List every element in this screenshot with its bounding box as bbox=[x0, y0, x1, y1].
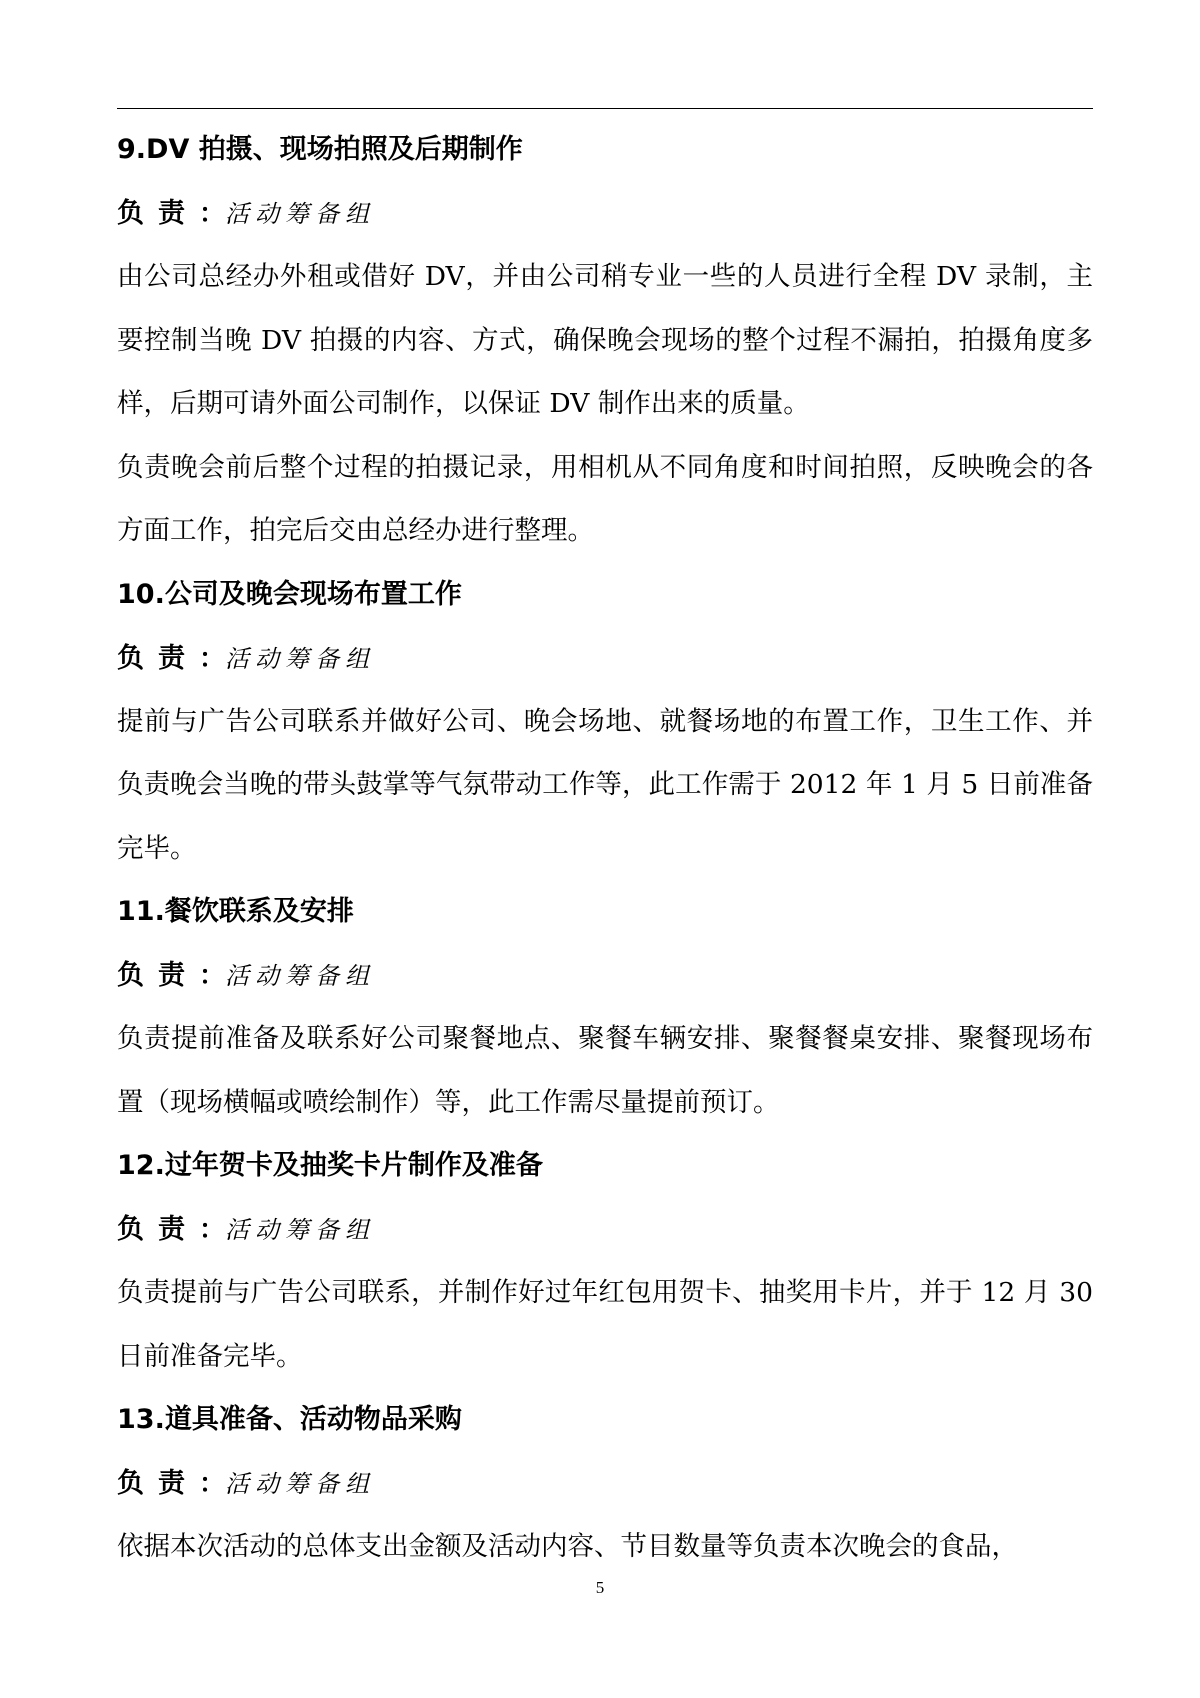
responsibility-line bbox=[117, 627, 1093, 690]
responsibility-value: 活动筹备组 bbox=[225, 644, 376, 673]
responsibility-label: 负责 bbox=[117, 1214, 199, 1245]
header-rule bbox=[117, 108, 1093, 109]
section-11 bbox=[117, 880, 1093, 1134]
responsibility-colon: ： bbox=[199, 961, 226, 991]
responsibility-colon: ： bbox=[199, 199, 226, 229]
responsibility-label: 负责 bbox=[117, 1468, 199, 1499]
section-12 bbox=[117, 1134, 1093, 1388]
page-number: 5 bbox=[595, 1578, 605, 1597]
responsibility-colon: ： bbox=[199, 1215, 226, 1245]
responsibility-value: 活动筹备组 bbox=[225, 1216, 376, 1244]
page-content bbox=[117, 118, 1093, 1579]
responsibility-colon: ： bbox=[199, 643, 226, 674]
section-heading: 11.餐饮联系及安排 bbox=[117, 896, 354, 927]
responsibility-line bbox=[117, 944, 1093, 1007]
responsibility-line bbox=[117, 1198, 1093, 1261]
section-heading: 10.公司及晚会现场布置工作 bbox=[117, 578, 462, 610]
section-13 bbox=[117, 1388, 1093, 1579]
responsibility-line bbox=[117, 182, 1093, 245]
section-paragraph: 由公司总经办外租或借好 DV，并由公司稍专业一些的人员进行全程 DV 录制，主要控制当晚 DV 拍摄的内容、方式，确保晚会现场的整个过程不漏拍，拍摄角度多样，后期可请外面公司制作，以保证 DV 制作出来的质量。 bbox=[117, 261, 1093, 419]
responsibility-colon: ： bbox=[199, 1469, 226, 1499]
section-10 bbox=[117, 563, 1093, 881]
responsibility-label: 负责 bbox=[117, 642, 199, 674]
section-paragraph: 提前与广告公司联系并做好公司、晚会场地、就餐场地的布置工作，卫生工作、并负责晚会当晚的带头鼓掌等气氛带动工作等，此工作需于 2012 年 1 月 5 日前准备完毕。 bbox=[117, 705, 1093, 864]
responsibility-value: 活动筹备组 bbox=[225, 1470, 376, 1498]
section-paragraph: 负责提前与广告公司联系，并制作好过年红包用贺卡、抽奖用卡片，并于 12 月 30 日前准备完毕。 bbox=[117, 1277, 1093, 1372]
section-paragraph: 依据本次活动的总体支出金额及活动内容、节目数量等负责本次晚会的食品， bbox=[117, 1531, 1018, 1562]
responsibility-label: 负责 bbox=[117, 198, 199, 229]
section-paragraph: 负责提前准备及联系好公司聚餐地点、聚餐车辆安排、聚餐餐桌安排、聚餐现场布置（现场横幅或喷绘制作）等，此工作需尽量提前预订。 bbox=[117, 1023, 1093, 1118]
responsibility-value: 活动筹备组 bbox=[225, 962, 376, 990]
responsibility-label: 负责 bbox=[117, 960, 199, 991]
section-9 bbox=[117, 118, 1093, 563]
section-paragraph: 负责晚会前后整个过程的拍摄记录，用相机从不同角度和时间拍照，反映晚会的各方面工作，拍完后交由总经办进行整理。 bbox=[117, 451, 1093, 546]
responsibility-value: 活动筹备组 bbox=[225, 200, 376, 228]
section-heading: 12.过年贺卡及抽奖卡片制作及准备 bbox=[117, 1150, 543, 1181]
section-heading: 9.DV 拍摄、现场拍照及后期制作 bbox=[117, 134, 523, 165]
section-heading: 13.道具准备、活动物品采购 bbox=[117, 1404, 462, 1435]
responsibility-line bbox=[117, 1452, 1093, 1515]
